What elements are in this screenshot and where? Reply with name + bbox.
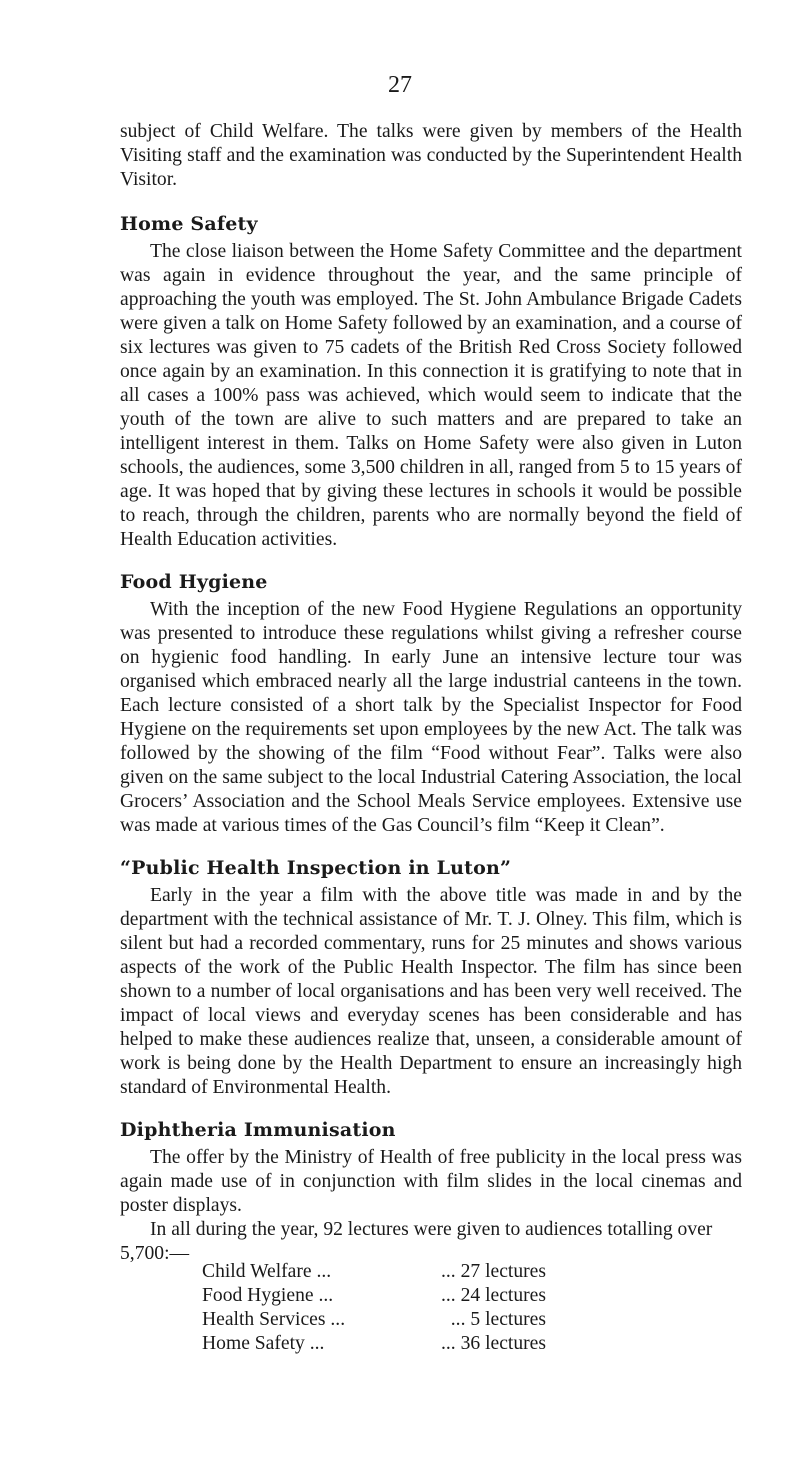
- public-health-inspection-paragraph: Early in the year a film with the above title was made in and by the department with the technical assistance of Mr. T. J. Olney. This film, which is silent but had a recorded commentary, runs for 25 minutes and shows various aspects of the work of the Public Health Inspector. The film has since been shown to a number of local organisations and has been very well received. The impact of local views and everyday scenes has been considerable and has helped to make these audiences realize that, unseen, a considerable amount of work is being done by the Health Department to ensure an increasingly high standard of Environmental Health.: [120, 885, 742, 1098]
- home-safety-paragraph: The close liaison between the Home Safety Committee and the department was again in evidence throughout the year, and the same principle of approaching the youth was employed. The St. John Ambulance Brigade Cadets were given a talk on Home Safety followed by an examination, and a course of six lectures was given to 75 cadets of the British Red Cross Society followed once again by an examination. In this connection it is gratifying to note that in all cases a 100% pass was achieved, which would seem to indicate that the youth of the town are alive to such matters and are prepared to take an intelligent interest in them. Talks on Home Safety were also given in Luton schools, the audiences, some 3,500 children in all, ranged from 5 to 15 years of age. It was hoped that by giving these lectures in schools it would be possible to reach, through the children, parents who are normally beyond the field of Health Education activities.: [120, 241, 742, 550]
- row-value: ... 5 lectures: [450, 1309, 546, 1330]
- page-content: [120, 120, 742, 1352]
- table-row: [202, 1332, 546, 1356]
- diphtheria-paragraph-1: The offer by the Ministry of Health of free publicity in the local press was again made use of in conjunction with film slides in the local cinemas and poster displays.: [120, 1147, 742, 1216]
- heading-public-health-inspection: “Public Health Inspection in Luton”: [120, 857, 512, 879]
- row-value: ... 36 lectures: [440, 1333, 546, 1354]
- diphtheria-paragraph-2: In all during the year, 92 lectures were given to audiences totalling over: [150, 1219, 713, 1240]
- intro-paragraph: subject of Child Welfare. The talks were given by members of the Health Visiting staff and the examination was conducted by the Superintendent Health Visitor.: [120, 121, 742, 190]
- food-hygiene-paragraph: With the inception of the new Food Hygiene Regulations an opportunity was presented to introduce these regulations whilst giving a refresher course on hygienic food handling. In early June an intensive lecture tour was organised which embraced nearly all the large industrial canteens in the town. Each lecture consisted of a short talk by the Specialist Inspector for Food Hygiene on the requirements set upon employees by the new Act. The talk was followed by the showing of the film “Food without Fear”. Talks were also given on the same subject to the local Industrial Catering Association, the local Grocers’ Association and the School Meals Service employees. Extensive use was made at various times of the Gas Council’s film “Keep it Clean”.: [120, 599, 742, 836]
- lecture-table-rows: [202, 1260, 546, 1356]
- page-number: 27: [388, 72, 412, 98]
- heading-home-safety: Home Safety: [120, 213, 258, 235]
- table-row: [202, 1260, 546, 1284]
- row-label: Food Hygiene ...: [202, 1285, 334, 1306]
- row-value: ... 27 lectures: [440, 1261, 546, 1282]
- table-row: [202, 1308, 546, 1332]
- row-label: Home Safety ...: [202, 1333, 325, 1354]
- heading-food-hygiene: Food Hygiene: [120, 571, 268, 593]
- heading-diphtheria-immunisation: Diphtheria Immunisation: [120, 1119, 396, 1141]
- table-row: [202, 1284, 546, 1308]
- row-label: Child Welfare ...: [202, 1261, 332, 1282]
- row-label: Health Services ...: [202, 1309, 346, 1330]
- lecture-table: [120, 1242, 742, 1352]
- row-value: ... 24 lectures: [440, 1285, 546, 1306]
- lecture-table-lead: 5,700:—: [120, 1243, 190, 1264]
